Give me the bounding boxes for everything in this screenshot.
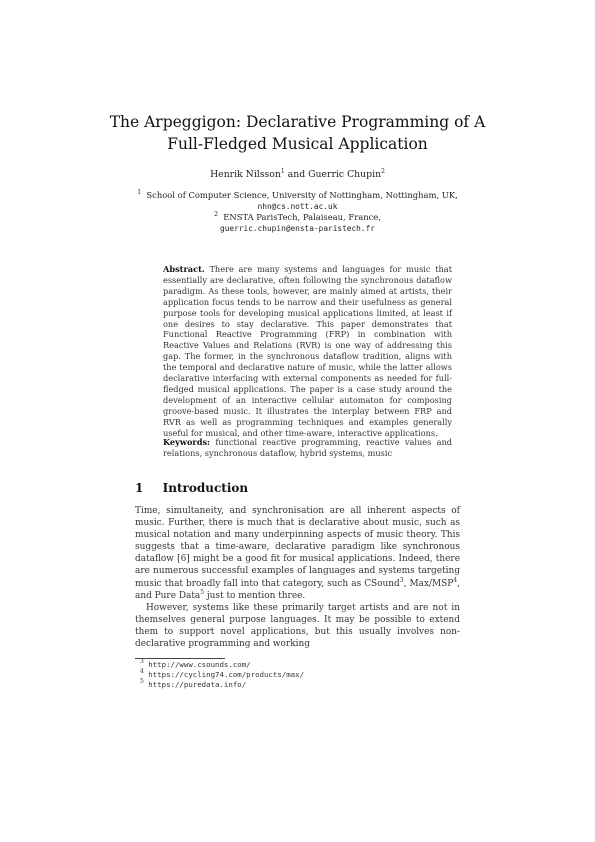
section-number: 1 <box>135 481 144 495</box>
footnote <box>140 680 460 690</box>
author-conjunction: and <box>284 169 309 180</box>
affiliation-mark: 1 <box>137 189 142 196</box>
footnote-divider <box>135 658 225 659</box>
affiliation-1 <box>100 190 495 201</box>
paragraph-text: just to mention three. <box>204 590 306 601</box>
abstract <box>163 264 452 439</box>
affiliations <box>100 190 495 234</box>
keywords <box>163 437 452 459</box>
paragraph: However, systems like these primarily target artists and are not in themselves general purpose languages. It may be possible to extend them to support novel applications, but this usually involves non-declarative programming and working <box>135 602 460 650</box>
footnote <box>140 660 460 670</box>
title-line-1: The Arpeggigon: Declarative Programming of A <box>109 113 486 131</box>
affiliation-2-email <box>100 223 495 234</box>
affiliation-text: School of Computer Science, University of Nottingham, Nottingham, UK, <box>146 190 458 200</box>
footnote-mark[interactable]: 3 <box>399 576 404 584</box>
footnote-number: 4 <box>140 668 144 675</box>
footnote-link[interactable]: http://www.csounds.com/ <box>148 660 251 669</box>
email-address[interactable]: nhn@cs.nott.ac.uk <box>257 202 338 211</box>
section-heading <box>135 481 465 496</box>
footnote-mark[interactable]: 4 <box>453 576 458 584</box>
paragraph <box>135 505 460 602</box>
section-title: Introduction <box>162 481 249 495</box>
affiliation-mark: 2 <box>381 168 385 175</box>
affiliation-2 <box>100 212 495 223</box>
footnotes <box>140 660 460 690</box>
footnote <box>140 670 460 680</box>
email-address[interactable]: guerric.chupin@ensta-paristech.fr <box>220 224 375 233</box>
footnote-number: 5 <box>140 678 144 685</box>
paragraph-text: , Max/MSP <box>403 578 454 589</box>
footnote-mark[interactable]: 5 <box>200 588 205 596</box>
paragraph-text: Time, simultaneity, and synchronisation are all inherent aspects of music. Further, there is much that is declarative about music, such as musical notation and many underpinning aspects of music theory. This suggests that a time-aware, declarative paradigm like synchronous dataflow [6] might be a good fit for musical applications. Indeed, there are numerous successful examples of languages and systems targeting music that broadly fall into that category, such as CSound <box>135 506 460 589</box>
affiliation-text: ENSTA ParisTech, Palaiseau, France, <box>223 212 381 222</box>
footnote-link[interactable]: https://cycling74.com/products/max/ <box>148 670 305 679</box>
author-name: Guerric Chupin <box>308 169 382 180</box>
keywords-text: functional reactive programming, reactive values and relations, synchronous dataflow, hybrid systems, music <box>163 437 452 458</box>
section-body <box>135 505 460 650</box>
author-name: Henrik Nilsson <box>210 169 281 180</box>
abstract-label: Abstract. <box>163 264 205 274</box>
affiliation-1-email <box>100 201 495 212</box>
footnote-link[interactable]: https://puredata.info/ <box>148 680 247 689</box>
keywords-label: Keywords: <box>163 437 211 447</box>
paper-title <box>100 111 495 155</box>
author-list <box>100 169 495 181</box>
affiliation-mark: 2 <box>214 211 218 218</box>
title-line-2: Full-Fledged Musical Application <box>167 135 428 153</box>
affiliation-mark: 1 <box>280 168 285 175</box>
paragraph-text: , and Pure Data <box>135 578 460 601</box>
abstract-text: There are many systems and languages for music that essentially are declarative, often following the synchronous dataflow paradigm. As these tools, however, are mainly aimed at artists, their application focus tends to be narrow and their usefulness as general purpose tools for developing musical applications limited, at least if one desires to stay declarative. This paper demonstrates that Functional Reactive Programming (FRP) in combination with Reactive Values and Relations (RVR) is one way of addressing this gap. The former, in the synchronous dataflow tradition, aligns with the temporal and declarative nature of music, while the latter allows declarative interfacing with external components as needed for full-fledged musical applications. The paper is a case study around the development of an interactive cellular automaton for composing groove-based music. It illustrates the interplay between FRP and RVR as well as programming techniques and examples generally useful for musical, and other time-aware, interactive applications. <box>163 264 452 438</box>
footnote-number: 3 <box>140 658 144 665</box>
